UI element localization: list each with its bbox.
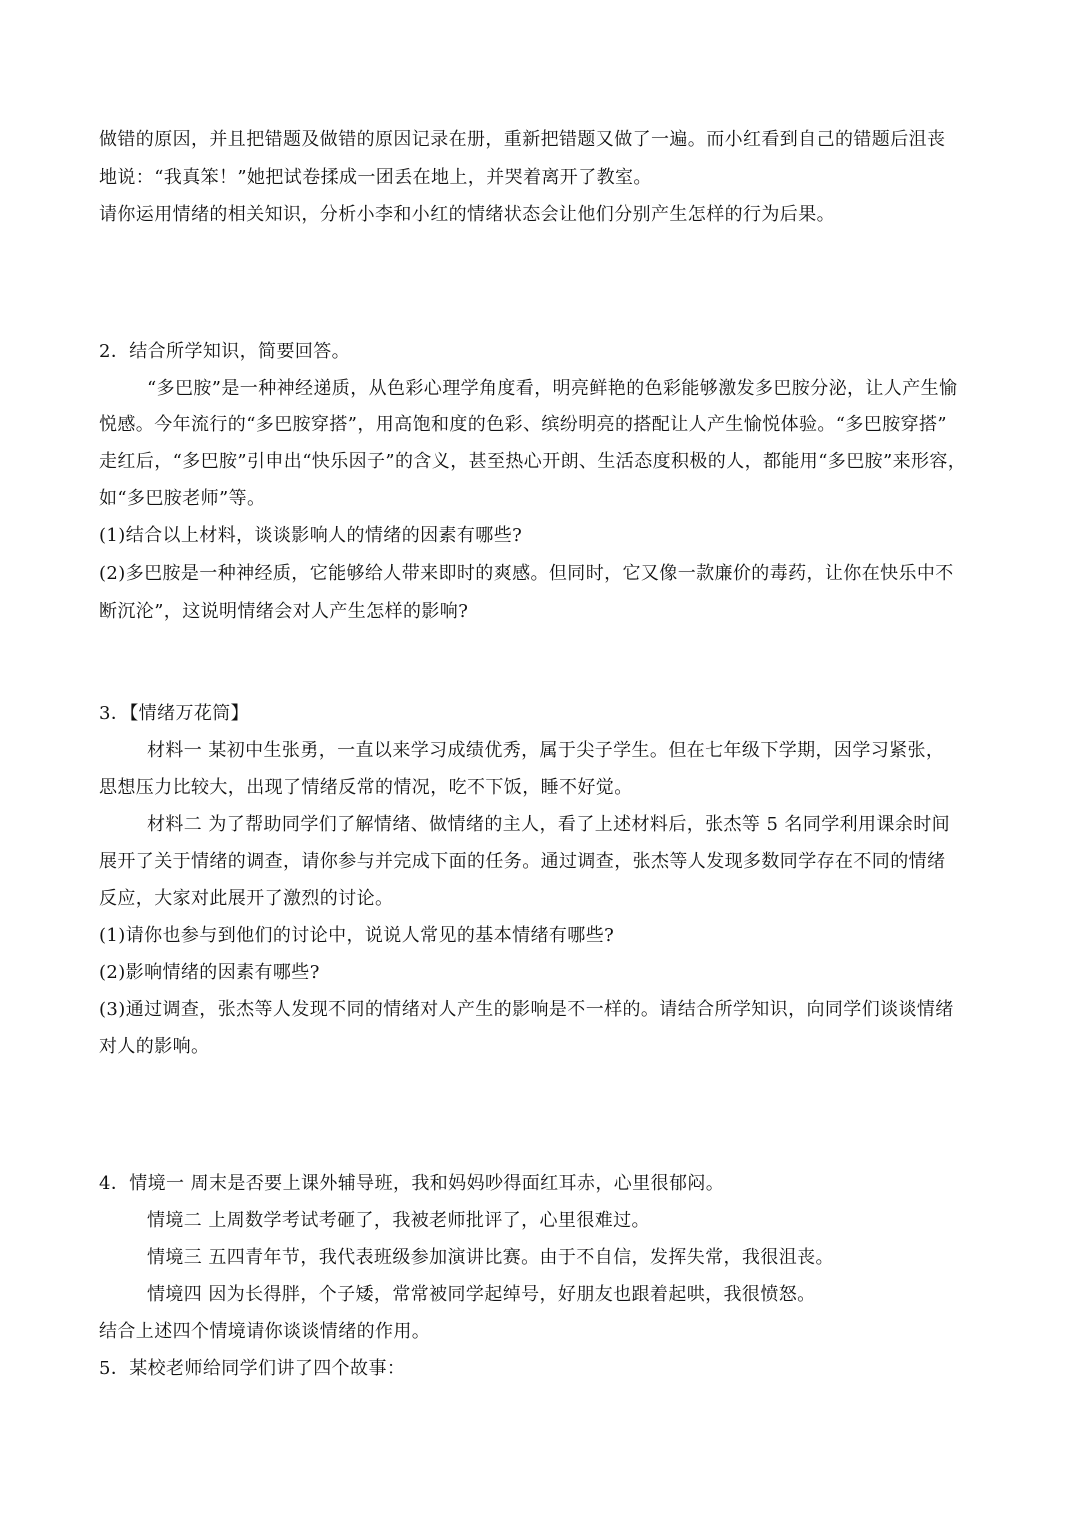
q3-sub-question-3-line-2: 对人的影响。 <box>99 1036 210 1057</box>
q1-question: 请你运用情绪的相关知识，分析小李和小红的情绪状态会让他们分别产生怎样的行为后果。 <box>99 204 835 225</box>
q3-sub-question-1: (1)请你也参与到他们的讨论中，说说人常见的基本情绪有哪些? <box>99 925 615 946</box>
q3-material1-line-2: 思想压力比较大，出现了情绪反常的情况，吃不下饭，睡不好觉。 <box>99 777 633 798</box>
q3-title: 3．【情绪万花筒】 <box>99 703 250 724</box>
q4-situation-2: 情境二 上周数学考试考砸了，我被老师批评了，心里很难过。 <box>147 1210 650 1231</box>
q2-sub-question-1: (1)结合以上材料，谈谈影响人的情绪的因素有哪些? <box>99 525 523 546</box>
q2-material-line-2: 悦感。今年流行的“多巴胺穿搭”，用高饱和度的色彩、缤纷明亮的搭配让人产生愉悦体验。“多巴胺穿搭” <box>99 414 948 435</box>
q3-material2-line-1: 材料二 为了帮助同学们了解情绪、做情绪的主人，看了上述材料后，张杰等 5 名同学利用课余时间 <box>147 814 951 835</box>
q3-material1-line-1: 材料一 某初中生张勇，一直以来学习成绩优秀，属于尖子学生。但在七年级下学期，因学习紧张， <box>147 740 945 761</box>
q4-situation-4: 情境四 因为长得胖，个子矮，常常被同学起绰号，好朋友也跟着起哄，我很愤怒。 <box>147 1284 816 1305</box>
q2-sub-question-2-line-2: 断沉沦”，这说明情绪会对人产生怎样的影响? <box>99 601 469 622</box>
q1-line-1: 做错的原因，并且把错题及做错的原因记录在册，重新把错题又做了一遍。而小红看到自己的错题后沮丧 <box>99 129 946 150</box>
q1-line-2: 地说：“我真笨！”她把试卷揉成一团丢在地上，并哭着离开了教室。 <box>99 167 652 188</box>
q2-sub-question-2-line-1: (2)多巴胺是一种神经质，它能够给人带来即时的爽感。但同时，它又像一款廉价的毒药，让你在快乐中不 <box>99 563 954 584</box>
q2-title: 2．结合所学知识，简要回答。 <box>99 341 351 362</box>
q3-material2-line-3: 反应，大家对此展开了激烈的讨论。 <box>99 888 394 909</box>
q3-sub-question-2: (2)影响情绪的因素有哪些? <box>99 962 320 983</box>
q3-sub-question-3-line-1: (3)通过调查，张杰等人发现不同的情绪对人产生的影响是不一样的。请结合所学知识，向同学们谈谈情绪 <box>99 999 954 1020</box>
q4-question: 结合上述四个情境请你谈谈情绪的作用。 <box>99 1321 431 1342</box>
q2-material-line-1: “多巴胺”是一种神经递质，从色彩心理学角度看，明亮鲜艳的色彩能够激发多巴胺分泌，让人产生愉 <box>147 378 958 399</box>
q5-title: 5．某校老师给同学们讲了四个故事： <box>99 1358 406 1379</box>
q4-situation-3: 情境三 五四青年节，我代表班级参加演讲比赛。由于不自信，发挥失常，我很沮丧。 <box>147 1247 834 1268</box>
q2-material-line-4: 如“多巴胺老师”等。 <box>99 488 266 509</box>
q2-material-line-3: 走红后，“多巴胺”引申出“快乐因子”的含义，甚至热心开朗、生活态度积极的人，都能用“多巴胺”来形容， <box>99 451 967 472</box>
q4-situation-1: 4．情境一 周末是否要上课外辅导班，我和妈妈吵得面红耳赤，心里很郁闷。 <box>99 1173 725 1194</box>
q3-material2-line-2: 展开了关于情绪的调查，请你参与并完成下面的任务。通过调查，张杰等人发现多数同学存在不同的情绪 <box>99 851 946 872</box>
